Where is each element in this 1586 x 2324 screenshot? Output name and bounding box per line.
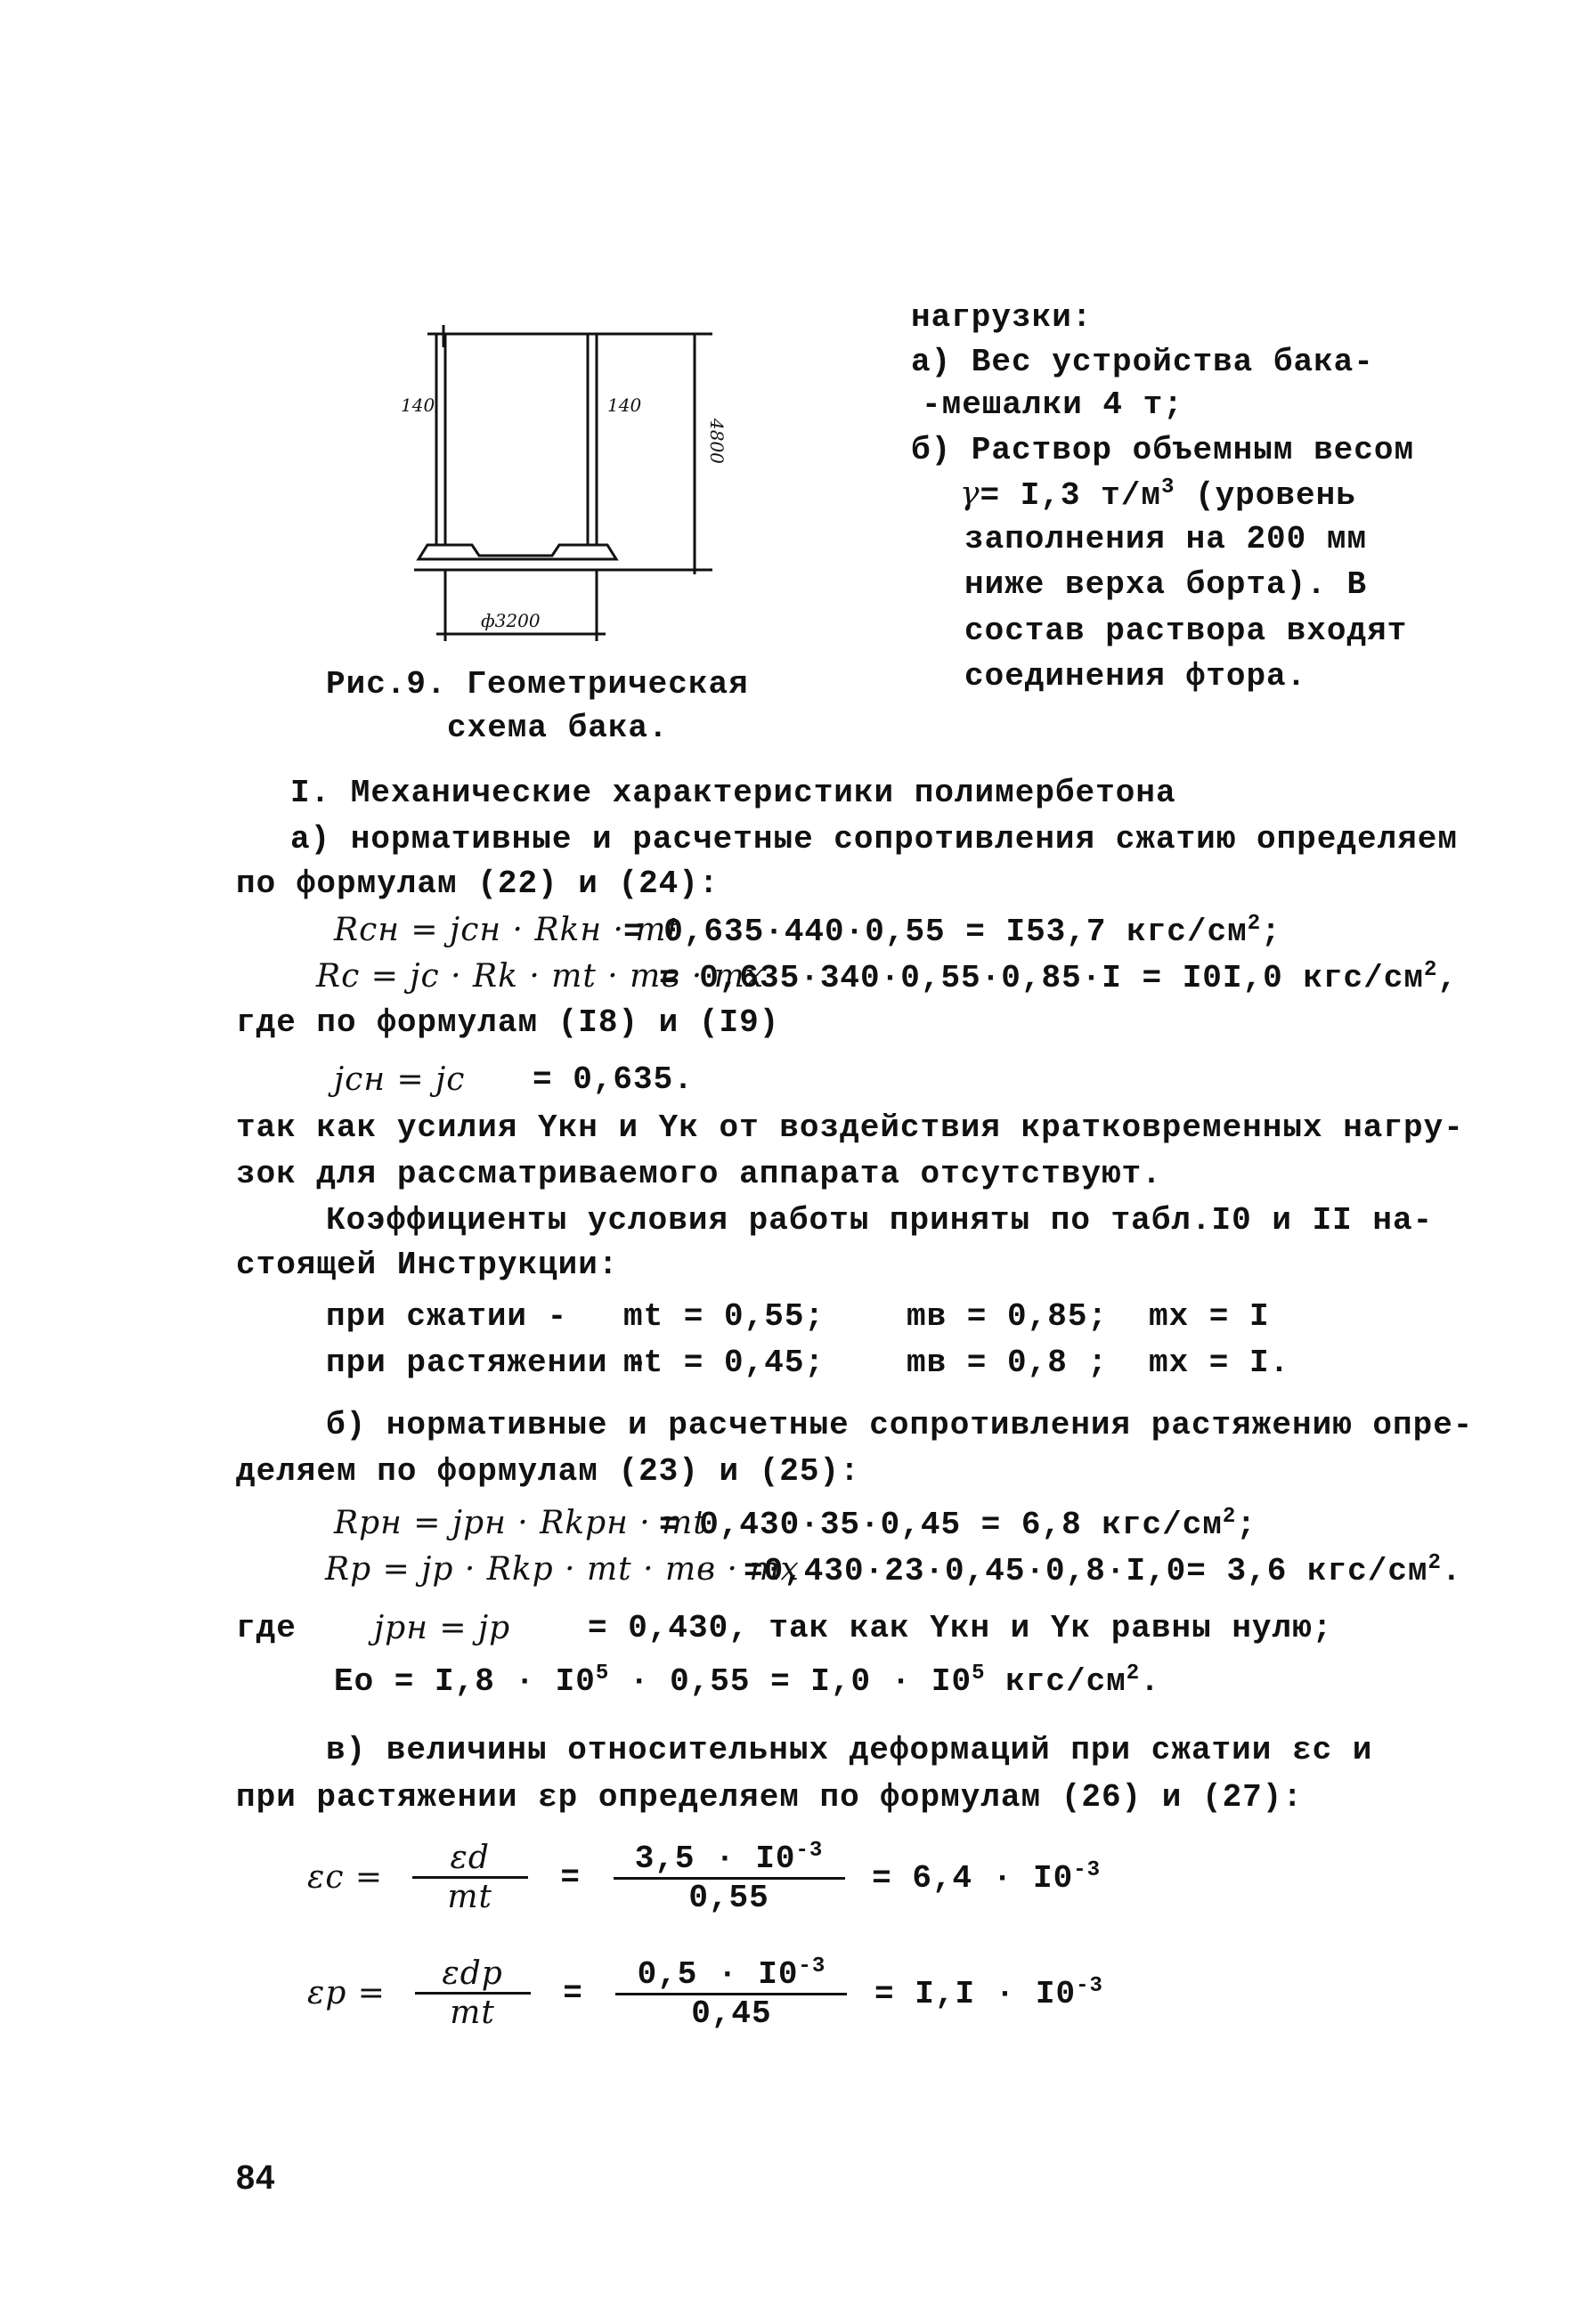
compression-mv: mв = 0,85; bbox=[907, 1298, 1109, 1335]
loads-b-line2: γ= I,3 $т/м^3$ (уровень bbox=[960, 475, 1356, 514]
formula-jp-value: = 0,430, так как Yкн и Yк равны нулю; bbox=[588, 1610, 1333, 1646]
formula-jc-value: = 0,635. bbox=[533, 1061, 694, 1098]
loads-b-line4: ниже верха борта). В bbox=[964, 566, 1368, 603]
formula-eps-p: εр = $\frac{\text{εdp}}{mt}$ = $\frac{0,5 \cdot I0^{-3}}{0,45}$ = $I,I \cdot I0^{-3}$ bbox=[307, 1954, 1103, 2032]
compression-mx: mх = I bbox=[1149, 1298, 1270, 1335]
eps-p-fraction-1: $\frac{\text{εdp}}{mt}$ bbox=[415, 1955, 531, 2031]
formula-rp-norm-value: = 0,430·35·0,45 = 6,8 кгс/$см^2$; bbox=[659, 1505, 1257, 1543]
formula-eps-c: εс = $\frac{\varepsilon d}{mt}$ = $\frac{3,5 \cdot I0^{-3}}{0,55}$ = $6,4 \cdot I0^{-3}$ bbox=[307, 1839, 1101, 1916]
page-number: 84 bbox=[236, 2159, 276, 2197]
formula-rp-calc-value: =0,430·23·0,45·0,8·I,0= 3,6 кгс/$см^2$. bbox=[744, 1551, 1462, 1589]
loads-b-line5: состав раствора входят bbox=[964, 613, 1408, 649]
loads-b-line6: соединения фтора. bbox=[964, 658, 1307, 695]
dimension-label-140-right: 140 bbox=[607, 394, 642, 416]
figure-caption-line2: схема бака. bbox=[447, 710, 669, 746]
formula-rp-norm: Rрн = jрн · Rkpн · mt bbox=[334, 1505, 707, 1541]
section1-title: I. Механические характеристики полимербетона bbox=[290, 775, 1176, 811]
eps-c-fraction-1: $\frac{\varepsilon d}{mt}$ bbox=[412, 1840, 528, 1915]
formula-rp-calc: Rр = jр · Rkp · mt · mв · mх bbox=[325, 1551, 800, 1588]
coefficients-line2: стоящей Инструкции: bbox=[236, 1247, 619, 1283]
dimension-label-height: 4800 bbox=[706, 418, 728, 464]
eps-c-lhs: εс = bbox=[307, 1859, 384, 1896]
eps-c-fraction-2: $\frac{3,5 \cdot I0^{-3}}{0,55}$ bbox=[614, 1839, 845, 1916]
section1-a-line1: а) нормативные и расчетные сопротивления сжатию определяем bbox=[290, 821, 1459, 857]
loads-b-line3: заполнения на 200 мм bbox=[964, 521, 1368, 557]
tension-label: при растяжении - bbox=[326, 1345, 648, 1381]
figure-caption-line1: Рис.9. Геометрическая bbox=[326, 666, 749, 703]
where-formulas-18-19: где по формулам (I8) и (I9) bbox=[236, 1004, 780, 1041]
compression-mt: mt = 0,55; bbox=[623, 1298, 826, 1335]
tension-mv: mв = 0,8 ; bbox=[907, 1345, 1109, 1381]
formula-rc-norm-value: = 0,635·440·0,55 = I53,7 кгс/$см^2$; bbox=[623, 912, 1281, 950]
tension-mt: mt = 0,45; bbox=[623, 1345, 826, 1381]
dimension-label-diameter: ф3200 bbox=[481, 610, 541, 631]
tension-mx: mх = I. bbox=[1149, 1345, 1290, 1381]
section1-a-line2: по формулам (22) и (24): bbox=[236, 865, 720, 902]
gamma-symbol: γ bbox=[960, 475, 980, 512]
loads-heading: нагрузки: bbox=[911, 299, 1093, 336]
section1-b-line1: б) нормативные и расчетные сопротивления растяжению опре- bbox=[326, 1407, 1474, 1443]
tank-scheme-figure bbox=[374, 312, 748, 650]
where2-label: где bbox=[236, 1610, 297, 1646]
loads-a-line1: а) Вес устройства бака- bbox=[911, 344, 1374, 380]
compression-label: при сжатии - bbox=[326, 1298, 568, 1335]
section1-v-line1: в) величины относительных деформаций при сжатии εс и bbox=[326, 1732, 1373, 1768]
formula-jp: jрн = jр bbox=[374, 1610, 511, 1646]
formula-rc-calc-value: = 0,635·340·0,55·0,85·I = I0I,0 кгс/$см^2$, bbox=[659, 958, 1458, 996]
eps-p-fraction-2: $\frac{0,5 \cdot I0^{-3}}{0,45}$ bbox=[615, 1954, 847, 2032]
text-because-line1: так как усилия Yкн и Yк от воздействия кратковременных нагру- bbox=[236, 1109, 1464, 1146]
loads-b-line1: б) Раствор объемным весом bbox=[911, 432, 1415, 468]
formula-rc-norm: Rсн = jсн · Rkн · mt bbox=[334, 912, 680, 948]
dimension-label-140-left: 140 bbox=[401, 394, 435, 416]
formula-rc-calc: Rс = jс · Rk · mt · mв · mх bbox=[316, 958, 765, 995]
coefficients-line1: Коэффициенты условия работы приняты по табл.I0 и II на- bbox=[326, 1202, 1434, 1239]
section1-b-line2: деляем по формулам (23) и (25): bbox=[236, 1453, 860, 1490]
section1-v-line2: при растяжении εр определяем по формулам (26) и (27): bbox=[236, 1779, 1303, 1816]
loads-a-line2: -мешалки 4 т; bbox=[922, 386, 1183, 423]
text-because-line2: зок для рассматриваемого аппарата отсутствуют. bbox=[236, 1156, 1162, 1192]
eps-p-lhs: εр = bbox=[307, 1975, 386, 2011]
formula-jc: jсн = jс bbox=[334, 1061, 466, 1098]
formula-e0: Eо = $I,8 \cdot I0^5 \cdot 0,55 = I,0 \cdot I0^5$ кгс/$см^2$. bbox=[334, 1662, 1160, 1700]
